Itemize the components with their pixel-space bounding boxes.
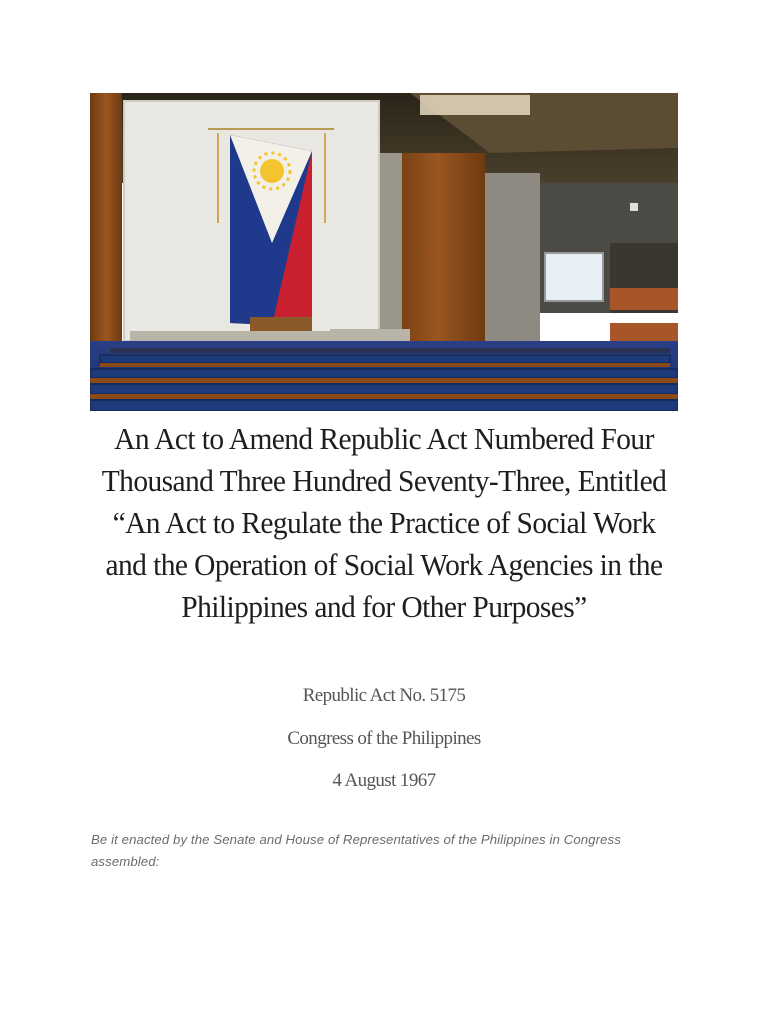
document-title: An Act to Amend Republic Act Numbered Four Thousand Three Hundred Seventy-Three, Entitled “An Act to Regulate the Practice of Social Work and the Operation of Social Work Agencies in the Philippines and for Other Purposes” bbox=[101, 421, 667, 624]
enacting-clause: Be it enacted by the Senate and House of Representatives of the Philippines in Congress assembled: bbox=[91, 832, 621, 869]
act-number: Republic Act No. 5175 bbox=[302, 685, 466, 706]
issuing-body: Congress of the Philippines bbox=[287, 728, 481, 749]
enactment-date: 4 August 1967 bbox=[332, 770, 436, 791]
legislative-chamber-photo bbox=[90, 93, 678, 411]
